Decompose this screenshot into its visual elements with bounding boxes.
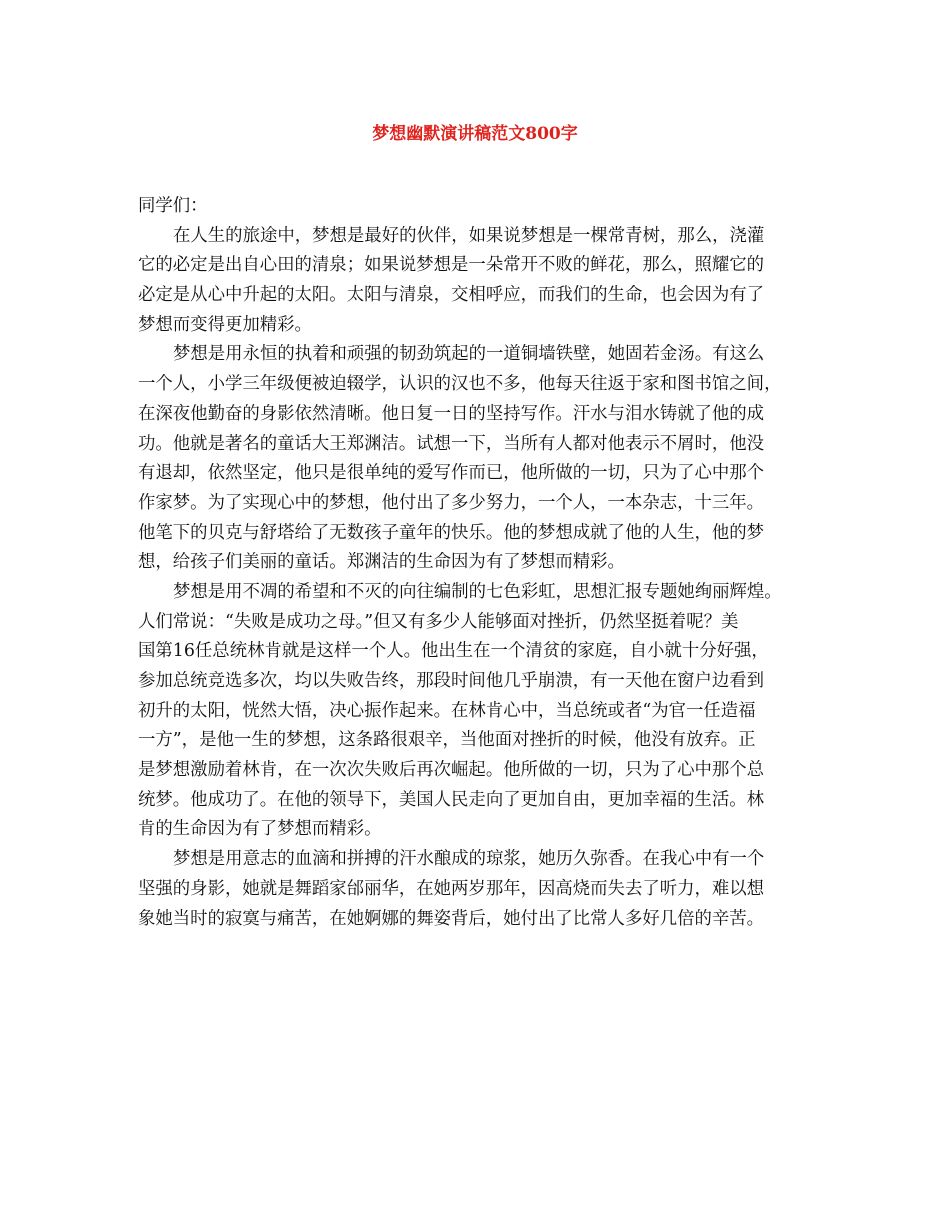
text-line: 作家梦。为了实现心中的梦想，他付出了多少努力，一个人，一本杂志，十三年。 — [138, 492, 765, 513]
text-line: 统梦。他成功了。在他的领导下，美国人民走向了更加自由，更加幸福的生活。林 — [138, 789, 765, 810]
text-line: 有退却，依然坚定，他只是很单纯的爱写作而已，他所做的一切，只为了心中那个 — [138, 463, 765, 484]
text-line: 梦想是用意志的血滴和拼搏的汗水酿成的琼浆，她历久弥香。在我心中有一个 — [173, 849, 765, 870]
text-line: 梦想而变得更加精彩。 — [138, 314, 312, 335]
document-body — [138, 192, 818, 934]
text-line: 坚强的身影，她就是舞蹈家邰丽华，在她两岁那年，因高烧而失去了听力，难以想 — [138, 878, 765, 899]
text-line: 必定是从心中升起的太阳。太阳与清泉，交相呼应，而我们的生命，也会因为有了 — [138, 285, 765, 306]
text-line: 人们常说：“失败是成功之母。”但又有多少人能够面对挫折，仍然坚挺着呢？美 — [138, 611, 739, 632]
text-line: 梦想是用永恒的执着和顽强的韧劲筑起的一道铜墙铁壁，她固若金汤。有这么 — [173, 344, 765, 365]
text-line: 他笔下的贝克与舒塔给了无数孩子童年的快乐。他的梦想成就了他的人生，他的梦 — [138, 522, 765, 543]
text-line: 国第16任总统林肯就是这样一个人。他出生在一个清贫的家庭，自小就十分好强， — [138, 641, 769, 662]
text-line: 参加总统竞选多次，均以失败告终，那段时间他几乎崩溃，有一天他在窗户边看到 — [138, 671, 765, 691]
text-line: 一个人，小学三年级便被迫辍学，认识的汉也不多，他每天往返于家和图书馆之间， — [138, 374, 782, 395]
text-line: 同学们： — [138, 196, 208, 216]
text-line: 梦想是用不凋的希望和不灭的向往编制的七色彩虹，思想汇报专题她绚丽辉煌。 — [173, 581, 782, 602]
text-line: 想，给孩子们美丽的童话。郑渊洁的生命因为有了梦想而精彩。 — [138, 552, 625, 573]
text-line: 一方”，是他一生的梦想，这条路很艰辛，当他面对挫折的时候，他没有放弃。正 — [138, 730, 756, 751]
text-line: 它的必定是出自心田的清泉；如果说梦想是一朵常开不败的鲜花，那么，照耀它的 — [138, 255, 765, 276]
text-line: 在深夜他勤奋的身影依然清晰。他日复一日的坚持写作。汗水与泪水铸就了他的成 — [138, 403, 765, 424]
text-line: 在人生的旅途中，梦想是最好的伙伴，如果说梦想是一棵常青树，那么，浇灌 — [173, 225, 765, 246]
text-line: 是梦想激励着林肯，在一次次失败后再次崛起。他所做的一切，只为了心中那个总 — [138, 760, 765, 781]
text-line: 功。他就是著名的童话大王郑渊洁。试想一下，当所有人都对他表示不屑时，他没 — [138, 433, 765, 454]
text-line: 象她当时的寂寞与痛苦，在她婀娜的舞姿背后，她付出了比常人多好几倍的辛苦。 — [138, 908, 765, 929]
text-line: 初升的太阳，恍然大悟，决心振作起来。在林肯心中，当总统或者“为官一任造福 — [138, 700, 756, 721]
text-line: 肯的生命因为有了梦想而精彩。 — [138, 819, 382, 840]
document-title: 梦想幽默演讲稿范文800字 — [372, 124, 578, 144]
